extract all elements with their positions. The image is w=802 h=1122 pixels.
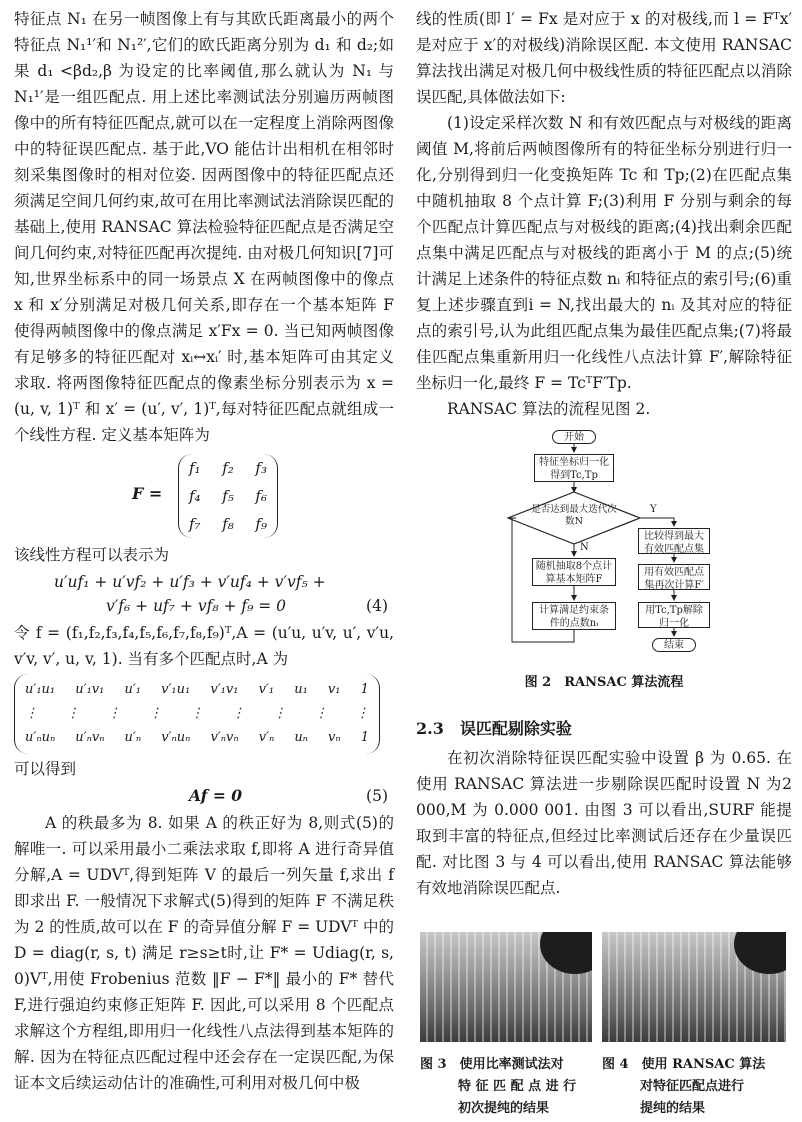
right-column (416, 6, 792, 1116)
figure-4-caption-line-1: 图 4 使用 RANSAC 算法 (602, 1057, 766, 1072)
matrix-a-row (25, 726, 369, 750)
equation-5-body: Af = 0 (189, 786, 242, 805)
matrix-cell: v′₁u₁ (161, 682, 191, 697)
matrix-cell: f₁ (189, 459, 201, 477)
figure-4 (602, 932, 786, 1120)
flow-compare: 比较得到最大有效匹配点集 (638, 528, 710, 554)
matrix-f-row (189, 454, 267, 482)
matrix-cell: f₅ (222, 487, 234, 505)
flow-sample: 随机抽取8个点计算基本矩阵F (532, 558, 616, 586)
flow-end: 结束 (652, 638, 696, 652)
flow-decision: 是否达到最大迭代次数N (531, 504, 617, 527)
equation-4-line-1: u′uf₁ + u′vf₂ + u′f₃ + v′uf₄ + v′vf₅ + (54, 573, 326, 591)
matrix-cell: 1 (360, 730, 369, 745)
matrix-f-label: F = (132, 484, 163, 503)
flow-yes-label: Y (650, 504, 657, 515)
paragraph-ratio-test: 特征点 N₁ 在另一帧图像上有与其欧氏距离最小的两个特征点 N₁¹′和 N₁²′,它们的欧氏距离分别为 d₁ 和 d₂;如果 d₁ <βd₂,β 为设定的比率阈值,那么就认为 N₁ 与 N₁¹′是一组匹配点. 用上述比率测试法分别遍历两帧图像中的所有特征匹配点,就可以在一定程度上消除两图像中的特征误匹配点. 基于此,VO 能估计出相机在相邻时刻采集图像时的相对位姿. 因两图像中的特征匹配点还须满足空间几何约束,故可在用比率测试法消除误匹配的基础上,使用 RANSAC 算法检验特征匹配点是否满足空间几何约束,对特征匹配再次提纯. 由对极几何知识[7]可知,世界坐标系中的同一场景点 X 在两帧图像中的像点 x 和 x′分别满足对极几何关系,即存在一个基本矩阵 F 使得两帧图像中的像点满足 x′Fx = 0. 当已知两帧图像有足够多的特征匹配对 xᵢ↔xᵢ′ 时,基本矩阵可由其定义求取. 将两图像特征匹配点的像素坐标分别表示为 x = (u, v, 1)ᵀ 和 x′ = (u′, v′, 1)ᵀ,每对特征匹配点就组成一个线性方程. 定义基本矩阵为 (14, 10, 394, 444)
flow-start: 开始 (552, 430, 596, 444)
paragraph-linear-equation: 该线性方程可以表示为 (14, 546, 170, 564)
matrix-cell: ⋮ (314, 706, 328, 721)
matrix-cell: u′₁v₁ (75, 682, 105, 697)
figure-4-caption-line-2: 对特征匹配点进行 (640, 1079, 745, 1094)
matrix-cell: ⋮ (66, 706, 80, 721)
matrix-cell: f₉ (255, 515, 267, 533)
paragraph-ransac-steps: (1)设定采样次数 N 和有效匹配点与对极线的距离阈值 M,将前后两帧图像所有的特征坐标分别进行归一化,分别得到归一化变换矩阵 Tc 和 Tp;(2)在匹配点集中随机抽取 8 个点计算 F;(3)利用 F 分别与剩余的每个匹配点计算匹配点与对极线的距离;(4)找出剩余匹配点集中满足匹配点与对极线的距离小于 M 的点;(5)统计满足上述条件的特征点数 nᵢ 和特征点的索引号;(6)重复上述步骤直到i = N,找出最大的 nᵢ 及其对应的特征点的索引号,认为此组匹配点集为最佳匹配点集;(7)将最佳匹配点集重新用归一化线性八点法计算 F′,解除特征坐标归一化,最终 F = TcᵀF′Tp. (416, 114, 792, 392)
matrix-a-row (25, 678, 369, 702)
equation-5 (14, 782, 394, 810)
figure-3-caption-line-2: 特 征 匹 配 点 进 行 (458, 1079, 577, 1094)
matrix-cell: f₂ (222, 459, 234, 477)
paragraph-rank-svd: A 的秩最多为 8. 如果 A 的秩正好为 8,则式(5)的解唯一. 可以采用最小二乘法求取 f,即将 A 进行奇异值分解,A = UDVᵀ,得到矩阵 V 的最后一列矢量 f,求出 f 即求出 F. 一般情况下求解式(5)得到的矩阵 F 不满足秩为 2 的性质,故可以在 F 的奇异值分解 F = UDVᵀ 中的 D = diag(r, s, t) 满足 r≥s≥t时,让 F* = Udiag(r, s, 0)Vᵀ,用使 Frobenius 范数 ‖F − F*‖ 最小的 F* 替代 F,进行强迫约束修正矩阵 F. 因此,可以采用 8 个匹配点求解这个方程组,即用归一化线性八点法得到基本矩阵的解. 因为在特征点匹配过程中还会存在一定误匹配,为保证本文后续运动估计的准确性,可利用对极几何中极 (14, 814, 394, 1092)
equation-4-number: (4) (366, 597, 388, 615)
figure-3 (420, 932, 592, 1120)
matrix-cell: ⋮ (107, 706, 121, 721)
ransac-flowchart (416, 430, 792, 670)
paragraph-experiment: 在初次消除特征误匹配实验中设置 β 为 0.65. 在使用 RANSAC 算法进一步剔除误匹配时设置 N 为2 000,M 为 0.000 001. 由图 3 可以看出,SURF 能提取到丰富的特征点,但经过比率测试后还存在少量误匹配. 对比图 3 与 4 可以看出,使用 RANSAC 算法能够有效地消除误匹配点. (416, 749, 792, 897)
paragraph-ransac-flow-ref: RANSAC 算法的流程见图 2. (447, 400, 651, 418)
matrix-cell: v′ₙvₙ (210, 730, 239, 745)
matrix-cell: f₈ (222, 515, 234, 533)
matrix-cell: ⋮ (25, 706, 38, 721)
matrix-a (14, 674, 380, 754)
matrix-cell: ⋮ (231, 706, 245, 721)
flow-recompute: 用有效匹配点集再次计算F′ (638, 564, 710, 590)
equation-4-line-2: v′f₆ + uf₇ + vf₈ + f₉ = 0 (106, 597, 287, 615)
matrix-cell: v′₁ (258, 682, 275, 697)
matrix-cell: u′ₙuₙ (25, 730, 56, 745)
figure-4-caption-line-3: 提纯的结果 (640, 1101, 706, 1116)
matrix-a-row (25, 702, 369, 726)
matrix-cell: f₃ (255, 459, 267, 477)
matrix-cell: ⋮ (356, 706, 369, 721)
equation-4 (14, 568, 394, 620)
paragraph-obtain: 可以得到 (14, 760, 77, 778)
matrix-cell: u′₁u₁ (25, 682, 56, 697)
figure-3-caption-line-1: 图 3 使用比率测试法对 (420, 1057, 564, 1072)
matrix-cell: v′₁v₁ (210, 682, 239, 697)
matrix-cell: f₆ (255, 487, 267, 505)
matrix-cell: v′ₙ (258, 730, 275, 745)
left-column (14, 6, 394, 1096)
matrix-f (178, 454, 278, 538)
matrix-cell: u′ₙ (124, 730, 142, 745)
flow-no-label: N (580, 542, 589, 553)
figure-3-image (420, 932, 592, 1042)
figure-2-caption: 图 2 RANSAC 算法流程 (524, 675, 684, 690)
matrix-cell: ⋮ (273, 706, 287, 721)
matrix-cell: f₄ (189, 487, 201, 505)
matrix-cell: f₇ (189, 515, 201, 533)
matrix-cell: uₙ (294, 730, 308, 745)
matrix-cell: v₁ (327, 682, 341, 697)
figure-4-image (602, 932, 786, 1042)
flow-denorm: 用Tc,Tp解除归一化 (638, 602, 710, 628)
section-heading: 2.3 误匹配剔除实验 (416, 719, 572, 738)
flow-count: 计算满足约束条件的点数nᵢ (532, 602, 616, 630)
equation-5-number: (5) (366, 787, 388, 805)
matrix-cell: ⋮ (190, 706, 204, 721)
matrix-cell: u′ₙvₙ (75, 730, 105, 745)
figure-3-caption-line-3: 初次提纯的结果 (458, 1101, 550, 1116)
paragraph-epipolar-line: 线的性质(即 l′ = Fx 是对应于 x 的对极线,而 l = Fᵀx′是对应于 x′的对极线)消除误区配. 本文使用 RANSAC 算法找出满足对极几何中极线性质的特征匹配点以消除误匹配,具体做法如下: (416, 10, 792, 106)
paragraph-vector-def: 令 f = (f₁,f₂,f₃,f₄,f₅,f₆,f₇,f₈,f₉)ᵀ,A = (u′u, u′v, u′, v′u, v′v, v′, u, v, 1). 当有多个匹配点时,A 为 (14, 624, 394, 668)
matrix-cell: vₙ (328, 730, 341, 745)
flow-normalize: 特征坐标归一化得到Tc,Tp (534, 454, 614, 482)
matrix-f-definition (14, 450, 394, 542)
matrix-cell: u′₁ (124, 682, 142, 697)
matrix-cell: v′ₙuₙ (161, 730, 191, 745)
matrix-cell: 1 (360, 682, 369, 697)
matrix-cell: ⋮ (149, 706, 163, 721)
matrix-f-row (189, 482, 267, 510)
matrix-f-row (189, 510, 267, 538)
matrix-cell: u₁ (294, 682, 308, 697)
